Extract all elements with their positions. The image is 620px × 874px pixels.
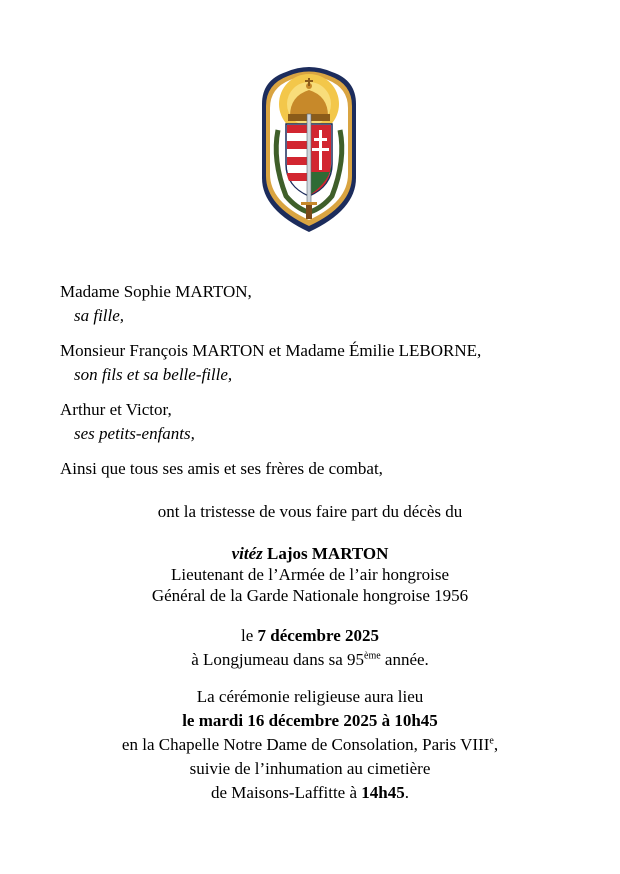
family-member (60, 339, 580, 387)
announcement-text: ont la tristesse de vous faire part du décès du (157, 502, 463, 521)
member-relation: ses petits-enfants, (74, 424, 195, 443)
death-place-prefix: à Longjumeau dans sa 95 (191, 650, 364, 669)
ceremony-block (0, 685, 620, 805)
coat-of-arms-emblem (256, 60, 362, 236)
death-place-suffix: année. (380, 650, 429, 669)
cemetery-suffix: . (404, 783, 409, 802)
death-date: 7 décembre 2025 (257, 626, 380, 645)
death-date-prefix: le (240, 626, 254, 645)
member-name: Monsieur François MARTON et Madame Émilie LEBORNE, (60, 341, 482, 360)
member-name: Arthur et Victor, (60, 400, 172, 419)
death-date-line (0, 624, 620, 648)
ceremony-place-suffix: , (493, 735, 499, 754)
ceremony-place-sup: e (489, 735, 494, 747)
burial-time: 14h45 (361, 783, 405, 802)
hungarian-coat-of-arms-icon (256, 60, 362, 236)
cemetery-prefix: de Maisons-Laffitte à (211, 783, 362, 802)
family-list (60, 280, 580, 481)
deceased-name-line (0, 543, 620, 564)
announcement (0, 500, 620, 524)
deceased-title: vitéz (231, 544, 263, 563)
death-place-line (0, 648, 620, 672)
ceremony-burial: suivie de l’inhumation au cimetière (189, 759, 431, 778)
family-member (60, 398, 580, 446)
deceased-name: Lajos MARTON (267, 544, 389, 563)
ceremony-cemetery-line (0, 781, 620, 805)
death-date-block (0, 624, 620, 672)
deceased-block (0, 543, 620, 606)
ceremony-intro: La cérémonie religieuse aura lieu (196, 687, 424, 706)
ceremony-place-line (0, 733, 620, 757)
deceased-rank-1: Lieutenant de l’Armée de l’air hongroise (170, 565, 450, 584)
family-member (60, 280, 580, 328)
ceremony-place-prefix: en la Chapelle Notre Dame de Consolation, Paris VIII (121, 735, 490, 754)
member-name: Madame Sophie MARTON, (60, 282, 252, 301)
ceremony-datetime: le mardi 16 décembre 2025 à 10h45 (182, 711, 438, 730)
member-relation: son fils et sa belle-fille, (74, 365, 233, 384)
deceased-rank-2: Général de la Garde Nationale hongroise 1956 (151, 586, 469, 605)
death-place-sup: ème (364, 650, 381, 662)
member-relation: sa fille, (74, 306, 125, 325)
friends-line: Ainsi que tous ses amis et ses frères de combat, (60, 459, 383, 478)
